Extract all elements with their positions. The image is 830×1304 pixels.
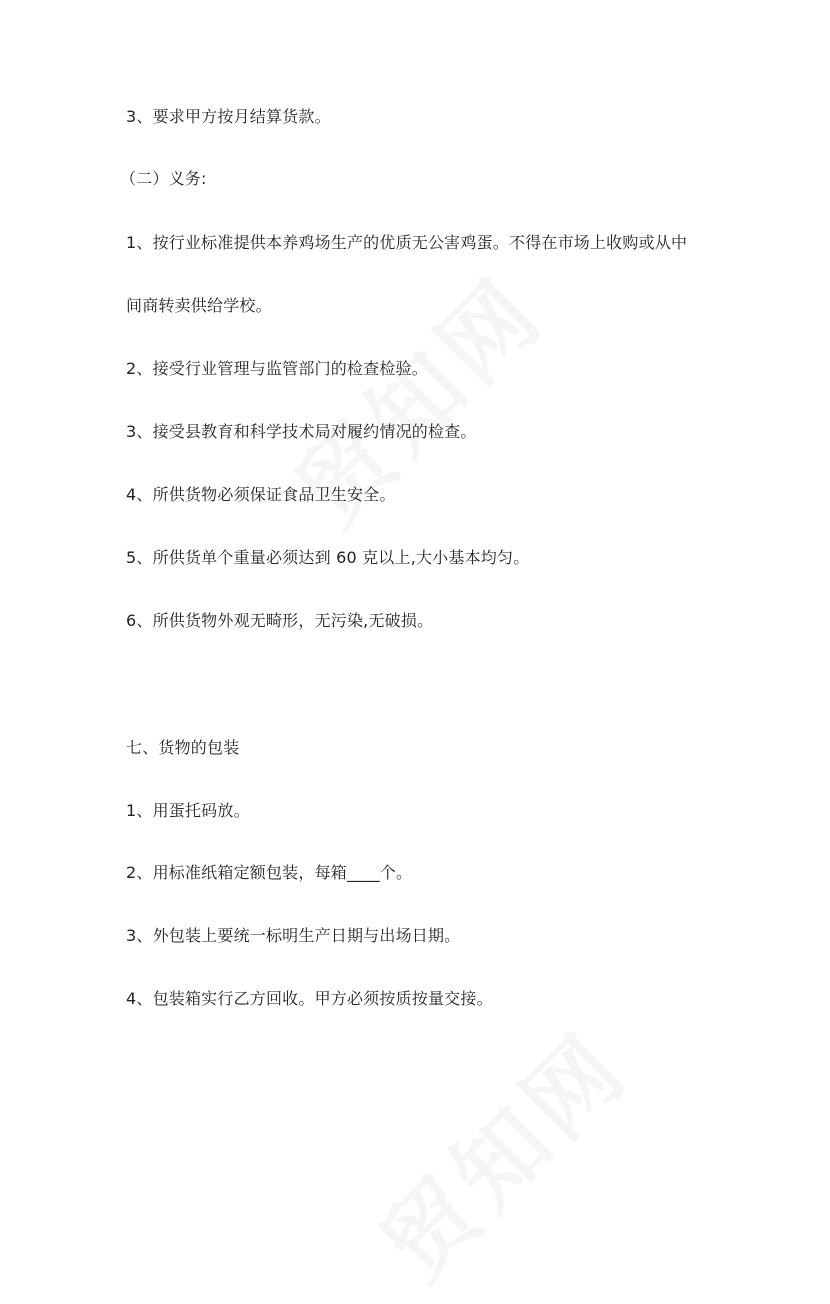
paragraph-line: 1、按行业标准提供本养鸡场生产的优质无公害鸡蛋。不得在市场上收购或从中 <box>126 233 688 252</box>
paragraph-line: 4、所供货物必须保证食品卫生安全。 <box>126 485 396 504</box>
paragraph-line: 3、要求甲方按月结算货款。 <box>126 107 331 126</box>
watermark <box>347 998 652 1303</box>
paragraph-line: 1、用蛋托码放。 <box>126 801 250 820</box>
paragraph-line: 5、所供货单个重量必须达到 60 克以上,大小基本均匀。 <box>126 548 530 567</box>
section-heading: 七、货物的包装 <box>126 738 240 757</box>
paragraph-line: 2、用标准纸箱定额包装，每箱____个。 <box>126 863 413 882</box>
paragraph-line: 3、接受县教育和科学技术局对履约情况的检查。 <box>126 422 477 441</box>
paragraph-line: 6、所供货物外观无畸形，无污染,无破损。 <box>126 611 434 630</box>
paragraph-line: 3、外包装上要统一标明生产日期与出场日期。 <box>126 926 461 945</box>
paragraph-line: 间商转卖供给学校。 <box>126 296 272 315</box>
paragraph-line: 2、接受行业管理与监管部门的检查检验。 <box>126 359 428 378</box>
paragraph-line: 4、包装箱实行乙方回收。甲方必须按质按量交接。 <box>126 989 493 1008</box>
section-subheading: （二）义务: <box>120 169 207 188</box>
